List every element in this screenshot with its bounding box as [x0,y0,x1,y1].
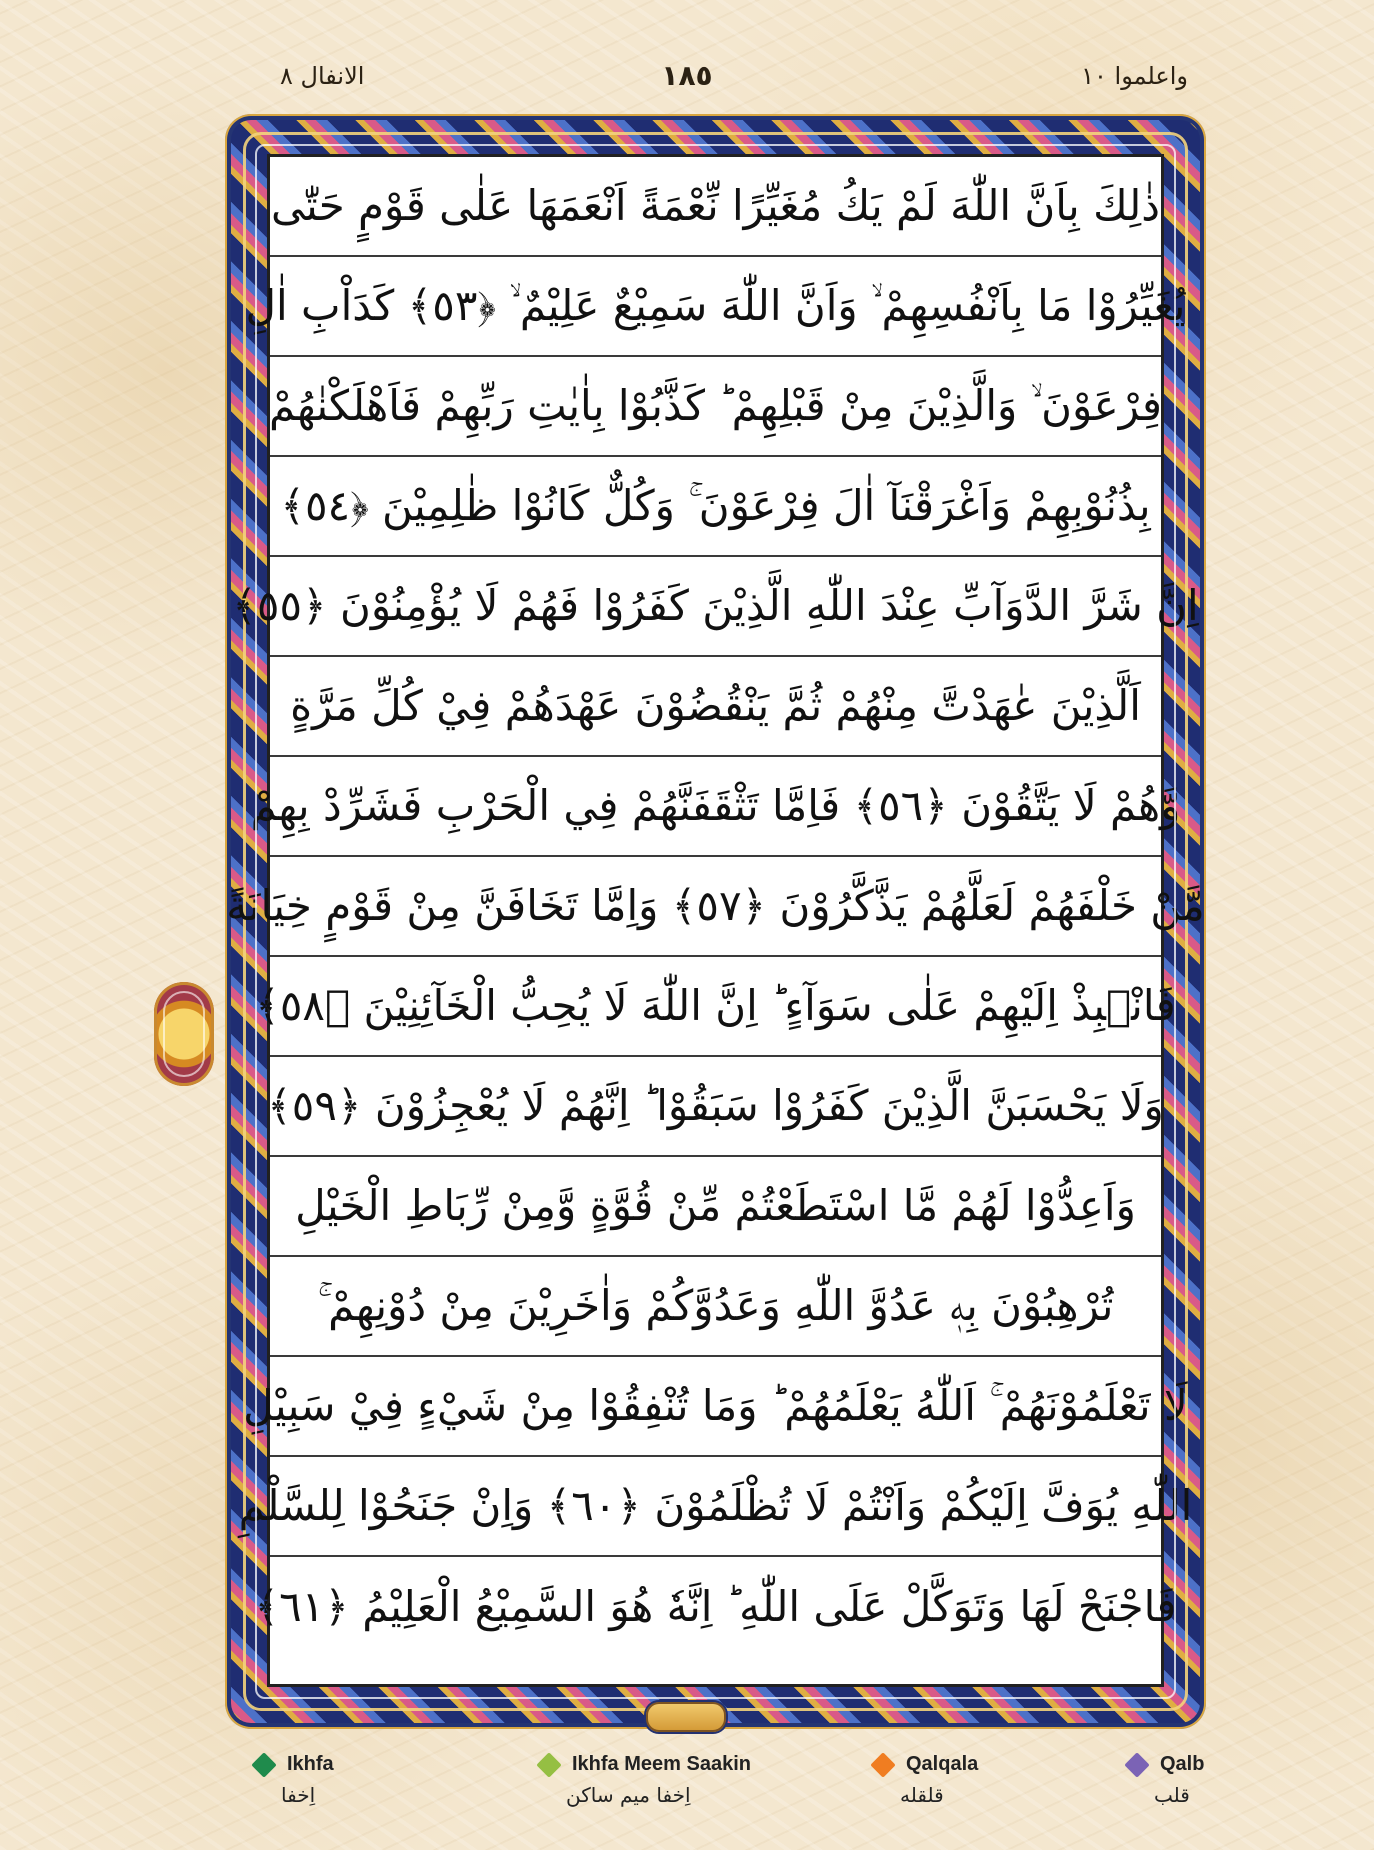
legend-arabic-label: اِخفا [281,1783,316,1807]
quran-line-1: ذٰلِكَ بِاَنَّ اللّٰهَ لَمْ يَكُ مُغَيِّرًا نِّعْمَةً اَنْعَمَهَا عَلٰى قَوْمٍ حَتّٰى [270,157,1161,257]
diamond-icon [536,1752,561,1777]
quran-line-12: تُرْهِبُوْنَ بِهٖ عَدُوَّ اللّٰهِ وَعَدُوَّكُمْ وَاٰخَرِيْنَ مِنْ دُوْنِهِمْ ۚ [270,1257,1161,1357]
diamond-icon [251,1752,276,1777]
legend-arabic-label: قلب [1154,1783,1190,1807]
tajweed-legend [0,1752,1374,1842]
ornamental-frame [225,114,1206,1729]
bottom-ornament [646,1702,726,1732]
quran-line-10: وَلَا يَحْسَبَنَّ الَّذِيْنَ كَفَرُوْا سَبَقُوْا ؕ اِنَّهُمْ لَا يُعْجِزُوْنَ ﴿٥٩﴾ [270,1057,1161,1157]
page-number: ١٨٥ [661,59,713,92]
legend-english-label: Ikhfa Meem Saakin [572,1753,751,1775]
header-right-text: واعلموا ١٠ [1081,62,1188,90]
quran-line-4: بِذُنُوْبِهِمْ وَاَغْرَقْنَآ اٰلَ فِرْعَوْنَ ۚ وَكُلٌّ كَانُوْا ظٰلِمِيْنَ ﴿٥٤﴾ [270,457,1161,557]
page-header [0,59,1374,102]
quran-line-14: اللّٰهِ يُوَفَّ اِلَيْكُمْ وَاَنْتُمْ لَا تُظْلَمُوْنَ ﴿٦٠﴾ وَاِنْ جَنَحُوْا لِلسَّلْمِ [270,1457,1161,1557]
quran-line-15: فَاجْنَحْ لَهَا وَتَوَكَّلْ عَلَى اللّٰهِ ؕ اِنَّهٗ هُوَ السَّمِيْعُ الْعَلِيْمُ ﴿٦١﴾ [254,1581,1177,1631]
quran-line-7: وَّهُمْ لَا يَتَّقُوْنَ ﴿٥٦﴾ فَاِمَّا تَثْقَفَنَّهُمْ فِي الْحَرْبِ فَشَرِّدْ بِهِمْ [270,757,1161,857]
legend-english-label: Qalqala [906,1753,979,1775]
header-left-text: الانفال ٨ [280,62,365,90]
quran-text-panel [226,154,1205,1687]
quran-line-9: فَانْۢبِذْ اِلَيْهِمْ عَلٰى سَوَآءٍ ؕ اِنَّ اللّٰهَ لَا يُحِبُّ الْخَآئِنِيْنَ ﴿٥٨﴾ [270,957,1161,1057]
legend-english-label: Qalb [1160,1753,1205,1775]
quran-line-3: فِرْعَوْنَ ۙ وَالَّذِيْنَ مِنْ قَبْلِهِمْ ؕ كَذَّبُوْا بِاٰيٰتِ رَبِّهِمْ فَاَهْلَكْنٰهُمْ [270,357,1161,457]
legend-arabic-label: قلقله [900,1783,944,1807]
diamond-icon [1124,1752,1149,1777]
quran-line-11: وَاَعِدُّوْا لَهُمْ مَّا اسْتَطَعْتُمْ مِّنْ قُوَّةٍ وَّمِنْ رِّبَاطِ الْخَيْلِ [270,1157,1161,1257]
side-ornament [154,982,214,1086]
diamond-icon [870,1752,895,1777]
legend-english-label: Ikhfa [287,1753,334,1775]
legend-arabic-label: اِخفا میم ساکن [566,1783,691,1807]
quran-line-13: لَا تَعْلَمُوْنَهُمْ ۚ اَللّٰهُ يَعْلَمُهُمْ ؕ وَمَا تُنْفِقُوْا مِنْ شَيْءٍ فِيْ سَبِيْلِ [270,1357,1161,1457]
quran-line-5: اِنَّ شَرَّ الدَّوَآبِّ عِنْدَ اللّٰهِ الَّذِيْنَ كَفَرُوْا فَهُمْ لَا يُؤْمِنُوْنَ ﴿٥٥﴾ [270,557,1161,657]
quran-line-6: اَلَّذِيْنَ عٰهَدْتَّ مِنْهُمْ ثُمَّ يَنْقُضُوْنَ عَهْدَهُمْ فِيْ كُلِّ مَرَّةٍ [270,657,1161,757]
quran-line-2: يُغَيِّرُوْا مَا بِاَنْفُسِهِمْ ۙ وَاَنَّ اللّٰهَ سَمِيْعٌ عَلِيْمٌ ۙ ﴿٥٣﴾ كَدَاْبِ اٰلِ [270,257,1161,357]
quran-line-8: مَّنْ خَلْفَهُمْ لَعَلَّهُمْ يَذَّكَّرُوْنَ ﴿٥٧﴾ وَاِمَّا تَخَافَنَّ مِنْ قَوْمٍ خِيَانَةً [270,857,1161,957]
